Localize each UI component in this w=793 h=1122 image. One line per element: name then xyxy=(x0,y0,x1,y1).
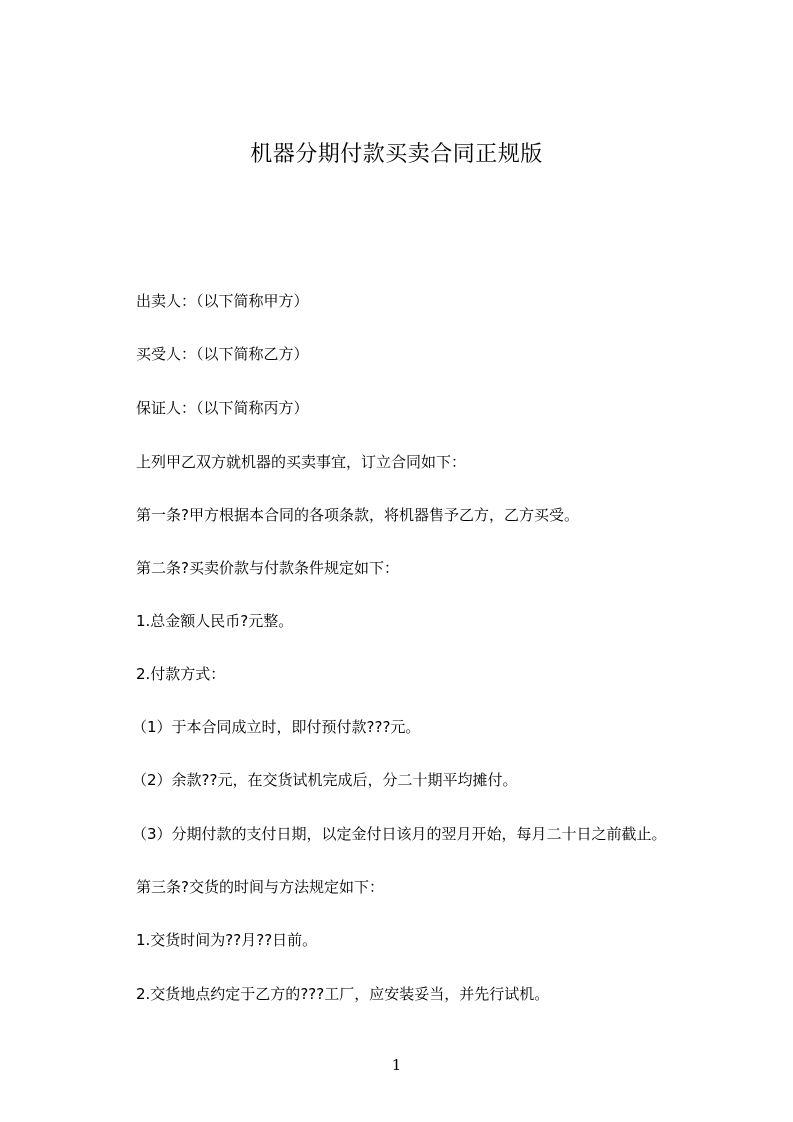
paragraph-payment-1: （1）于本合同成立时，即付预付款???元。 xyxy=(132,718,421,736)
document-title: 机器分期付款买卖合同正规版 xyxy=(250,142,543,167)
paragraph-article-3-item-2: 2.交货地点约定于乙方的???工厂，应安装妥当，并先行试机。 xyxy=(136,985,550,1003)
paragraph-article-2-item-2: 2.付款方式： xyxy=(136,665,226,683)
paragraph-article-3-item-1: 1.交货时间为??月??日前。 xyxy=(136,931,318,949)
paragraph-guarantor: 保证人：（以下简称丙方） xyxy=(136,399,309,417)
paragraph-payment-2: （2）余款??元，在交货试机完成后，分二十期平均摊付。 xyxy=(132,771,518,789)
paragraph-payment-3: （3）分期付款的支付日期，以定金付日该月的翌月开始，每月二十日之前截止。 xyxy=(132,825,667,843)
paragraph-seller: 出卖人：（以下简称甲方） xyxy=(136,292,309,310)
paragraph-buyer: 买受人：（以下简称乙方） xyxy=(136,345,309,363)
paragraph-article-2-item-1: 1.总金额人民币?元整。 xyxy=(136,612,294,630)
paragraph-intro: 上列甲乙双方就机器的买卖事宜，订立合同如下： xyxy=(136,453,467,471)
paragraph-article-1: 第一条?甲方根据本合同的各项条款，将机器售予乙方，乙方买受。 xyxy=(136,506,579,524)
paragraph-article-2: 第二条?买卖价款与付款条件规定如下： xyxy=(136,559,399,577)
page-number: 1 xyxy=(391,1056,402,1074)
paragraph-article-3: 第三条?交货的时间与方法规定如下： xyxy=(136,878,384,896)
